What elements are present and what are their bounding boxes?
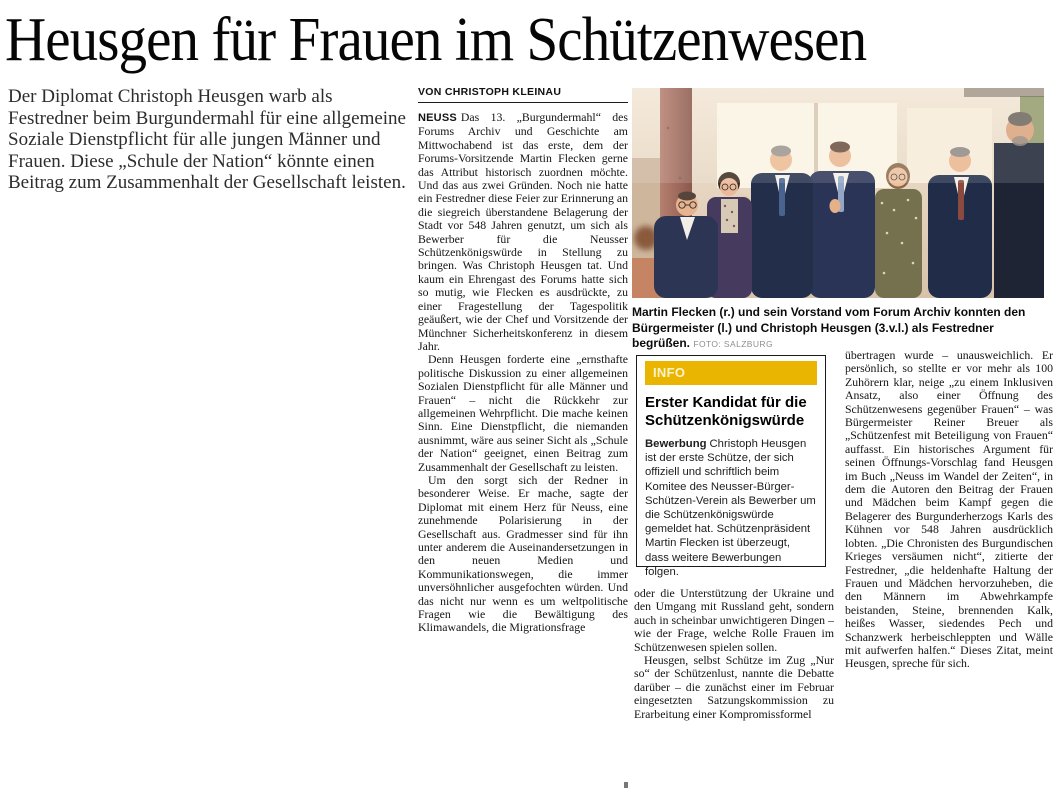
info-box — [636, 355, 826, 578]
article-paragraph: Um den sorgt sich der Redner in besonderer Weise. Er mache, sagte der Diplomat mit einem Herz für Neuss, eine zunehmende Polarisierung in der Gesellschaft aus. Gradmesser sind für ihn unter anderem die Auseinandersetzungen in den neuen Medien und Kommunikationswegen, die immer unversöhnlicher ausgefochten würden. Und das nicht nur wenn es um weltpolitische Fragen wie die Bewältigung des Klimawandels, die Migrationsfrage — [418, 472, 628, 635]
info-box-title: Erster Kandidat für die Schützenkönigswürde — [645, 394, 807, 429]
article-column-2 — [634, 587, 834, 759]
article-paragraph: Heusgen, selbst Schütze im Zug „Nur so“ der Schützenlust, nannte die Debatte darüber – die zunächst einer im Februar eingesetzten Satzungskommission zu Erarbeitung einer Kompromissformel — [634, 653, 834, 721]
paragraph-text: Das 13. „Burgundermahl“ des Forums Archiv und Geschichte am Mittwochabend ist das erste, dem der Forums-Vorsitzende Martin Flecken gerne das Attribut historisch zuordnen möchte. Und das aus zwei Gründen. Noch nie hatte ein Festredner diese Feier zur Erinnerung an die siegreich überstandene Belagerung der Stadt vor 548 Jahren genutzt, um sich als Bewerber für die Neusser Schützenkönigswürde in Stellung zu bringen. Was Christoph Heusgen tat. Und kaum ein Ehrengast des Forums hatte sich so mutig, wie Flecken es ausdrückte, zu einer Fragestellung der Tagespolitik geäußert, wie der Chef und Vorsitzende der Münchner Sicherheitskonferenz in diesem Jahr. — [418, 111, 628, 353]
article-paragraph: Denn Heusgen forderte eine „ernsthafte politische Diskussion zu einer allgemeinen Sozialen Dienstpflicht für alle Männer und Frauen“ – nicht die Rückkehr zur allgemeinen Wehrpflicht. Die mache keinen Sinn. Eine Dienstpflicht, die niemanden ausnimmt, wäre aus seiner Sicht als „Schule der Nation“ geeignet, einen Beitrag zum Zusammenhalt der Gesellschaft zu leisten. — [418, 352, 628, 474]
byline: VON CHRISTOPH KLEINAU — [418, 86, 628, 103]
location-tag: NEUSS — [418, 112, 457, 124]
photo-credit: FOTO: SALZBURG — [693, 339, 773, 349]
info-box-label: INFO — [645, 361, 817, 385]
article-paragraph — [418, 111, 628, 353]
article-lede: Der Diplomat Christoph Heusgen warb als Festredner beim Burgundermahl für eine allgemeine Soziale Dienstpflicht für alle jungen Männer und Frauen. Diese „Schule der Nation“ könnte einen Beitrag zum Zusammenhalt der Gesellschaft leisten. — [8, 86, 406, 193]
photo-caption-text: Martin Flecken (r.) und sein Vorstand vom Forum Archiv konnten den Bürgermeister (l.) und Christoph Heusgen (3.v.l.) als Festredner begrüßen. — [632, 305, 1026, 350]
article-column-1 — [418, 111, 628, 775]
info-box-text — [645, 437, 817, 579]
event-photo-illustration — [632, 88, 1044, 298]
photo-caption — [632, 305, 1050, 353]
article-column-3 — [845, 349, 1053, 735]
article-paragraph: übertragen wurde – unausweichlich. Er persönlich, so stellte er vor mehr als 100 Zuhörern klar, neige „zu einem Inklusiven Ansatz, also einer Öffnung des Schützenwesens gegenüber Frauen“ – was Bürgermeister Reiner Breuer als „Schützenfest mit Beteiligung von Frauen“ auffasst. Ein historisches Argument für seinen Öffnungs-Vorschlag fand Heusgen im Buch „Neuss im Wandel der Zeiten“, in dem die Autoren den Beitrag der Frauen und Mädchen beim Kampf gegen die Belagerer des Burgunderherzogs Karls des Kühnen vor 548 Jahren ausdrücklich lobten. „Die Chronisten des Burgundischen Krieges versäumen nicht“, zitierte der Festredner, „die heldenhafte Haltung der Frauen und Mädchen hervorzuheben, die den Männern im Abwehrkampfe beistanden, Steine, brennenden Kalk, heißes Wasser, siedendes Pech und Schanzwerk herbeischleppten und Wälle mit aufwerfen halfen.“ Dieses Zitat, meint Heusgen, spreche für sich. — [845, 349, 1053, 671]
headline: Heusgen für Frauen im Schützenwesen — [5, 6, 867, 74]
info-box-lead-in: Bewerbung — [645, 438, 707, 450]
event-photo — [632, 88, 1044, 298]
info-box-body: Christoph Heusgen ist der erste Schütze, der sich offiziell und schriftlich beim Komitee des Neusser-Bürger-Schützen-Verein als Bewerber um die Schützenkönigswürde gemeldet hat. Schützenpräsident Martin Flecken ist überzeugt, dass weitere Bewerbungen folgen. — [645, 438, 816, 578]
article-paragraph: oder die Unterstützung der Ukraine und den Umgang mit Russland geht, sondern auch in scheinbar unwichtigeren Dingen – wie der Frage, welche Rolle Frauen im Schützenwesen spielen sollen. — [634, 587, 834, 654]
page-mark — [624, 782, 628, 788]
